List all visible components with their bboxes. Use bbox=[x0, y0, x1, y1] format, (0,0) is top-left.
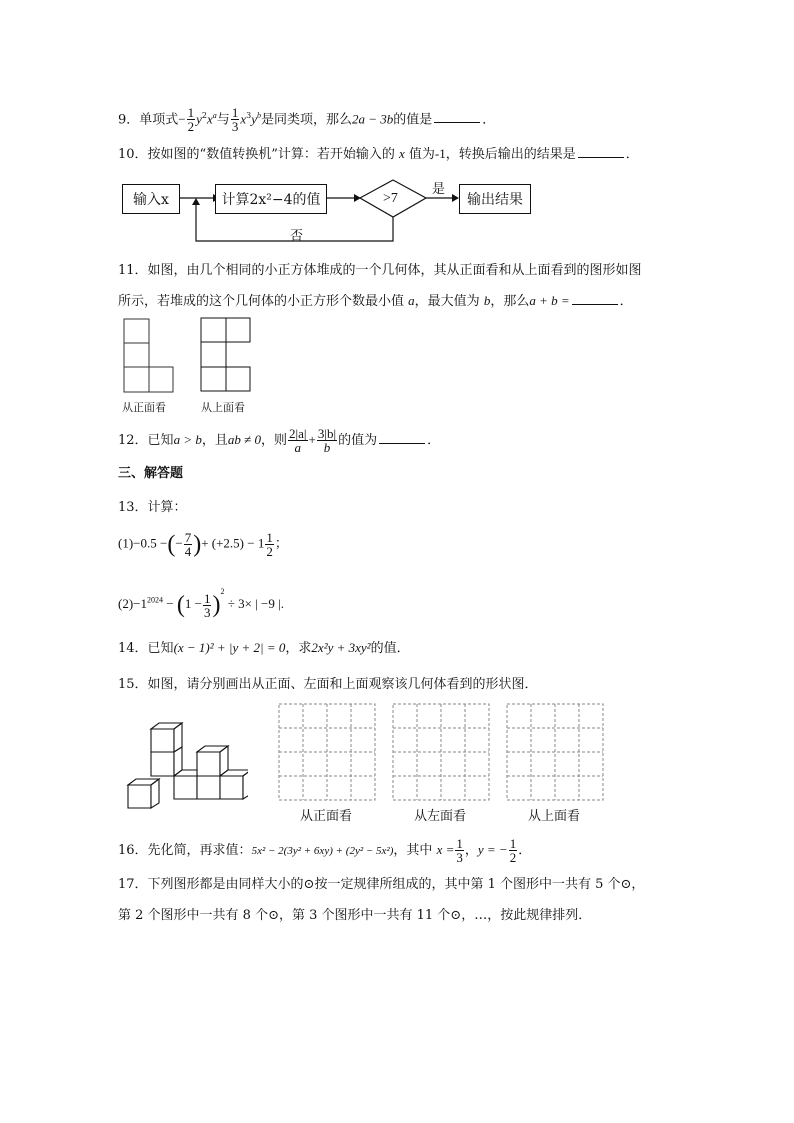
answer-blank bbox=[572, 292, 618, 305]
q10-text: 按如图的“数值转换机”计算：若开始输入的 bbox=[147, 147, 395, 162]
q9-expr: 2a − 3b bbox=[351, 111, 394, 127]
q12-end: ． bbox=[427, 433, 441, 448]
q9-frac1-den: 2 bbox=[187, 119, 195, 135]
question-14 bbox=[118, 638, 410, 659]
q12-text4: 的值为 bbox=[338, 433, 378, 448]
q17-line1: 下列图形都是由同样大小的⊙按一定规律所组成的，其中第 1 个图形中一共有 5 个⊙， bbox=[147, 877, 645, 892]
q9-exp: 2 bbox=[201, 111, 208, 120]
q12-text2: ，且 bbox=[201, 433, 228, 448]
frac-num: 1 bbox=[456, 836, 463, 851]
q9-middle: 是同类项，那么 bbox=[260, 112, 352, 128]
q12-frac2-num: 3|b| bbox=[317, 426, 337, 441]
q9-var-y2: y bbox=[251, 111, 257, 127]
q13-part1 bbox=[118, 531, 288, 558]
q13-part1-b: + (+2.5) − 1 bbox=[201, 535, 265, 551]
q9-frac1-num: 1 bbox=[187, 105, 195, 121]
grid-top-view bbox=[506, 703, 606, 803]
compute-box bbox=[215, 184, 327, 214]
q14-eq: (x − 1)² + |y + 2| = 0 bbox=[173, 640, 286, 655]
q16-expr: 5x² − 2(3y² + 6xy) + (2y² − 5x²) bbox=[251, 845, 394, 857]
q9-sign: − bbox=[178, 111, 186, 127]
q16-x-frac bbox=[455, 837, 464, 864]
right-paren: ) bbox=[193, 531, 202, 558]
question-11-line1 bbox=[118, 261, 642, 281]
input-label: 输入x bbox=[133, 192, 169, 208]
right-paren: ) bbox=[212, 592, 221, 619]
q12-frac1-den: a bbox=[294, 440, 301, 455]
cube-stack-figure bbox=[118, 700, 248, 810]
q9-suffix: 的值是 bbox=[393, 112, 433, 128]
grid-left-view bbox=[392, 703, 492, 803]
q16-end: ． bbox=[518, 843, 532, 858]
q11-line1: 如图，由几个相同的小正方体堆成的一个几何体，其从正面看和从上面看到的图形如图 bbox=[147, 263, 642, 278]
q10-number: 10． bbox=[118, 147, 148, 162]
q12-frac1-num: 2|a| bbox=[289, 426, 307, 441]
q10-text2: 值为 bbox=[408, 147, 435, 162]
q14-text2: ，求 bbox=[285, 641, 312, 656]
q13-part2-exp: 2024 bbox=[147, 595, 164, 605]
q11-end: ． bbox=[619, 294, 633, 309]
q13-part2-exp2: 2 bbox=[220, 587, 225, 596]
answer-blank bbox=[578, 145, 624, 158]
output-label: 输出结果 bbox=[467, 192, 523, 208]
q11-line2a: 所示，若堆成的这个几何体的小正方形个数最小值 bbox=[118, 294, 405, 309]
q12-frac2-den: b bbox=[323, 440, 331, 455]
q11-views bbox=[110, 310, 270, 400]
question-15 bbox=[118, 675, 538, 695]
q9-end: ． bbox=[482, 112, 496, 128]
q10-end: ． bbox=[625, 147, 639, 162]
question-17-line1 bbox=[118, 875, 644, 895]
q13-part2-a: −1 bbox=[133, 596, 148, 611]
q12-text1: 已知 bbox=[147, 433, 174, 448]
q9-frac2-num: 1 bbox=[231, 105, 239, 121]
q9-var-x: x bbox=[207, 111, 213, 127]
q16-text2: ，其中 bbox=[393, 843, 433, 858]
q12-cond1: a > b bbox=[173, 432, 202, 447]
q10-text3: ，转换后输出的结果是 bbox=[445, 147, 576, 162]
compute-label: 计算2x²−4的值 bbox=[221, 192, 321, 208]
q9-var-y: y bbox=[196, 111, 202, 127]
frac-num: 1 bbox=[509, 836, 517, 851]
q13-part1-frac bbox=[184, 531, 193, 558]
q13-part2 bbox=[118, 582, 284, 619]
output-box bbox=[459, 184, 531, 214]
q13-part2-label: (2) bbox=[118, 596, 134, 611]
q16-text1: 先化简，再求值： bbox=[147, 843, 252, 858]
q10-value: -1 bbox=[434, 146, 446, 161]
question-10 bbox=[118, 144, 639, 165]
condition-label: >7 bbox=[383, 191, 398, 206]
question-12 bbox=[118, 427, 440, 454]
grid-caption-front: 从正面看 bbox=[300, 809, 353, 824]
q16-y-frac bbox=[509, 837, 518, 864]
q14-number: 14． bbox=[118, 641, 148, 656]
q9-frac2-den: 3 bbox=[231, 119, 239, 135]
q15-text: 如图，请分别画出从正面、左面和上面观察该几何体看到的形状图． bbox=[147, 677, 538, 692]
q12-text3: ，则 bbox=[261, 433, 288, 448]
frac-den: 4 bbox=[184, 544, 192, 559]
q11-var-a: a bbox=[408, 293, 415, 308]
q13-part2-b: − bbox=[166, 596, 174, 611]
top-view bbox=[201, 318, 250, 391]
q13-part1-mixed bbox=[265, 531, 274, 558]
no-label: 否 bbox=[290, 229, 304, 244]
caption-front-view: 从正面看 bbox=[122, 401, 166, 414]
q9-connector: 与 bbox=[216, 112, 230, 128]
yes-label: 是 bbox=[432, 182, 446, 197]
frac-num: 1 bbox=[266, 530, 273, 545]
grid-caption-left: 从左面看 bbox=[414, 809, 467, 824]
frac-den: 3 bbox=[456, 850, 463, 865]
left-paren: ( bbox=[176, 592, 185, 619]
question-17-line2 bbox=[118, 906, 591, 926]
q9-number: 9． bbox=[118, 112, 140, 128]
q9-frac1 bbox=[187, 106, 196, 133]
q13-part2-end: . bbox=[280, 596, 284, 611]
q11-line2c: ，那么 bbox=[490, 294, 530, 309]
frac-den: 2 bbox=[509, 850, 517, 865]
q9-exp3: 3 bbox=[246, 111, 252, 120]
question-16 bbox=[118, 837, 531, 864]
q12-number: 12． bbox=[118, 433, 148, 448]
q13-part2-c: ÷ 3× | −9 | bbox=[227, 596, 281, 611]
q10-var: x bbox=[398, 146, 405, 161]
q16-sep: ， bbox=[464, 843, 478, 858]
q14-text1: 已知 bbox=[147, 641, 174, 656]
q11-line2b: ，最大值为 bbox=[414, 294, 480, 309]
left-paren: ( bbox=[167, 531, 176, 558]
q9-prefix: 单项式 bbox=[139, 112, 179, 128]
section-heading: 三、解答题 bbox=[118, 466, 184, 481]
q11-var-b: b bbox=[483, 293, 491, 308]
q16-number: 16． bbox=[118, 843, 148, 858]
q15-number: 15． bbox=[118, 677, 148, 692]
grid-front-view bbox=[278, 703, 378, 803]
q17-number: 17． bbox=[118, 877, 148, 892]
answer-blank bbox=[379, 431, 425, 444]
q12-frac1 bbox=[288, 427, 307, 454]
q17-line2: 第 2 个图形中一共有 8 个⊙，第 3 个图形中一共有 11 个⊙，…，按此规律排列． bbox=[118, 908, 592, 923]
q13-part2-frac bbox=[203, 592, 212, 619]
question-13 bbox=[118, 498, 187, 518]
q13-part2-inner: 1 − bbox=[184, 596, 202, 611]
frac-num: 7 bbox=[184, 530, 192, 545]
frac-den: 3 bbox=[203, 604, 211, 620]
q12-plus: + bbox=[308, 432, 316, 447]
q14-expr: 2x²y + 3xy² bbox=[311, 640, 371, 655]
q9-frac2 bbox=[231, 106, 240, 133]
q16-y-label: y = − bbox=[477, 842, 508, 857]
q13-part1-a: −0.5 − bbox=[133, 535, 168, 551]
q13-number: 13． bbox=[118, 500, 148, 515]
q9-exp-a: a bbox=[212, 111, 217, 120]
answer-blank bbox=[434, 110, 480, 123]
q16-x-label: x = bbox=[436, 842, 455, 857]
q13-title: 计算： bbox=[147, 500, 187, 515]
q13-part1-sign: − bbox=[175, 535, 183, 551]
caption-top-view: 从上面看 bbox=[201, 401, 245, 414]
q13-part1-end: ； bbox=[274, 535, 288, 551]
q12-frac2 bbox=[317, 427, 337, 454]
q13-part1-label: (1) bbox=[118, 535, 134, 551]
front-view bbox=[124, 319, 173, 392]
input-box bbox=[122, 184, 180, 214]
q11-expr: a + b = bbox=[529, 293, 570, 308]
q9-exp-b: b bbox=[256, 111, 261, 120]
q14-text3: 的值． bbox=[370, 641, 410, 656]
q11-number: 11． bbox=[118, 263, 148, 278]
grid-caption-top: 从上面看 bbox=[528, 809, 581, 824]
frac-den: 2 bbox=[266, 544, 273, 559]
q12-cond2: ab ≠ 0 bbox=[227, 432, 261, 447]
frac-num: 1 bbox=[203, 590, 211, 606]
question-11-line2 bbox=[118, 291, 633, 312]
q9-var-x2: x bbox=[240, 111, 247, 127]
question-9 bbox=[118, 106, 495, 133]
